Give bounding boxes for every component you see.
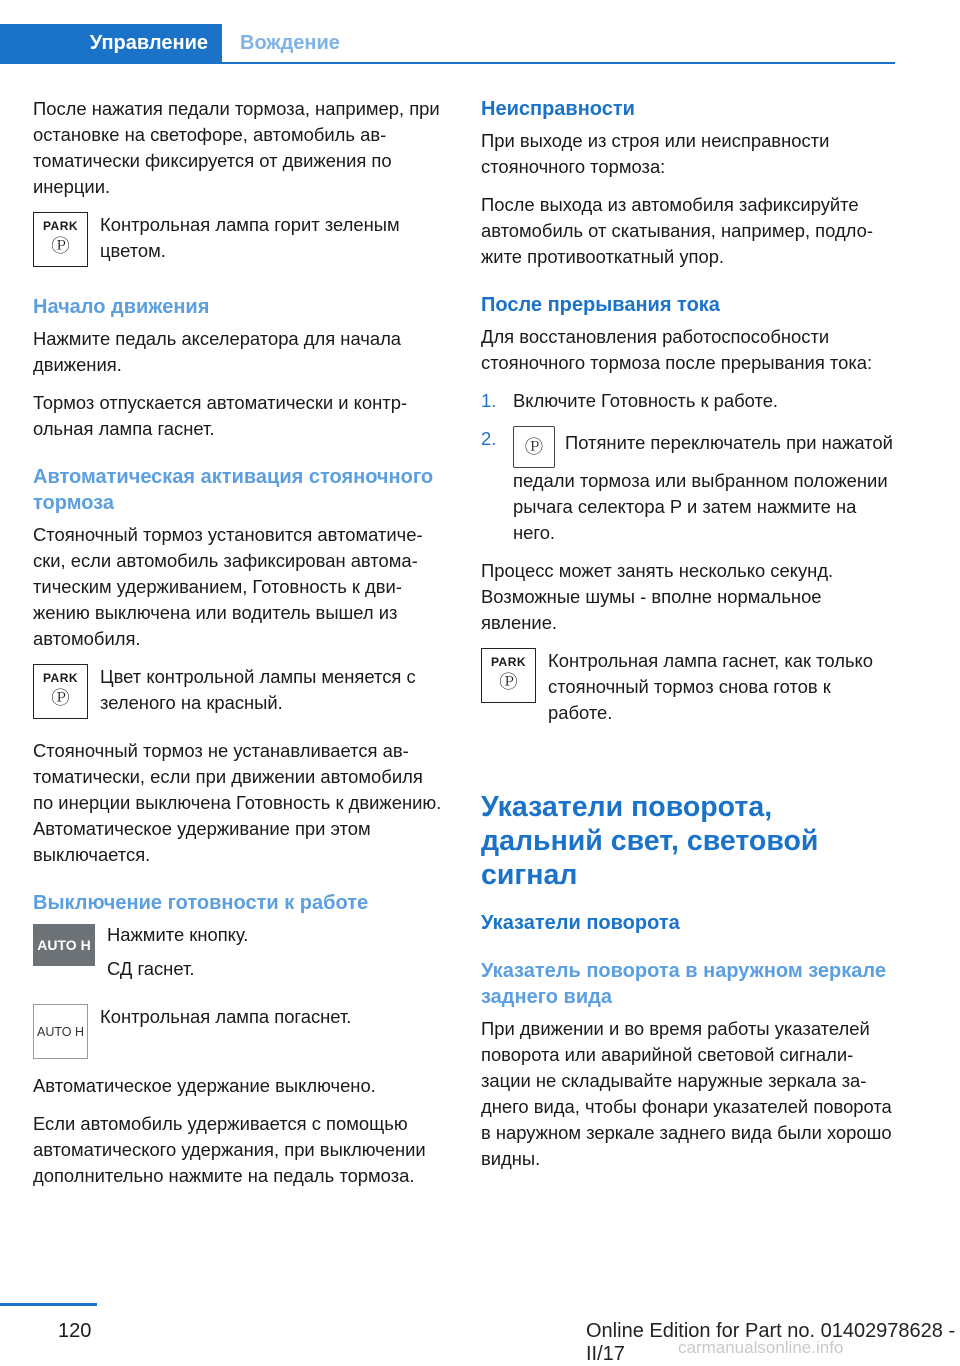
watermark: carmanualsonline.info: [678, 1338, 844, 1357]
indicator-text: Цвет контрольной лампы меняется с зеленого на красный.: [100, 666, 416, 713]
paragraph: Автоматическое удержание выключено.: [33, 1075, 376, 1096]
heading-auto-activation: Автоматическая активация стояночного тормоза: [33, 466, 434, 514]
indicator-text: Контрольная лампа погаснет.: [100, 1006, 352, 1027]
paragraph: Стояночный тормоз не устанавливается автоматически, если при движении автомобиля по инерции выключена Готовность к движению. Автоматическое удерживание при этом выключается.: [33, 740, 442, 865]
park-lamp-icon: PARK Ⓟ: [481, 648, 536, 703]
indicator-text: Контрольная лампа горит зеленым цветом.: [100, 214, 400, 261]
indicator-note: [33, 1004, 448, 1059]
indicator-text: Контрольная лампа гаснет, как только стояночный тормоз снова готов к работе.: [548, 650, 874, 723]
indicator-note: [33, 922, 448, 990]
paragraph: Стояночный тормоз установится автоматически, если автомобиль зафиксирован автоматическим удерживанием, Готовность к движению выключена или водитель вышел из автомобиля.: [33, 524, 423, 649]
step-text: СД гаснет.: [107, 958, 195, 979]
right-column: [481, 96, 896, 1184]
park-lamp-icon: PARK Ⓟ: [33, 664, 88, 719]
heading-mirror-signal: Указатель поворота в наружном зеркале заднего вида: [481, 960, 886, 1008]
paragraph: Если автомобиль удерживается с помощью автоматического удержания, при выключении дополнительно нажмите на педаль тормоза.: [33, 1113, 426, 1186]
indicator-note: [481, 648, 896, 734]
heading-turn-signals: Указатели поворота: [481, 912, 680, 934]
park-lamp-icon: PARK Ⓟ: [33, 212, 88, 267]
chapter-tabs: [0, 24, 895, 64]
step-text: Нажмите кнопку.: [107, 924, 249, 945]
heading-faults: Неисправности: [481, 98, 635, 120]
heading-power-interruption: После прерывания тока: [481, 294, 720, 316]
left-column: [33, 96, 448, 1201]
paragraph: При выходе из строя или неисправности стояночного тормоза:: [481, 130, 830, 177]
list-item: 1. Включите Готовность к работе.: [481, 390, 779, 411]
paragraph: Процесс может занять несколько секунд. Возможные шумы - вполне нормальное явление.: [481, 560, 834, 633]
tab-driving[interactable]: Вождение: [240, 32, 340, 54]
edition-note: Online Edition for Part no. 01402978628 - II/17: [586, 1320, 956, 1365]
paragraph: При движении и во время работы указателей поворота или аварийной световой сигнализации не складывайте наружные зеркала заднего вида, чтобы фонари указателей поворота в наружном зеркале заднего вида были хорошо видны.: [481, 1018, 892, 1169]
list-item: 2. Ⓟ Потяните переключатель при нажатой педали тормоза или выбранном положении рычага селектора P и затем нажмите на него.: [481, 428, 893, 543]
paragraph: После выхода из автомобиля зафиксируйте автомобиль от скатывания, например, подложите противооткатный упор.: [481, 194, 873, 267]
paragraph: Нажмите педаль акселератора для начала движения.: [33, 328, 402, 375]
paragraph: Тормоз отпускается автоматически и контрольная лампа гаснет.: [33, 392, 408, 439]
paragraph: Для восстановления работоспособности стояночного тормоза после прерывания тока:: [481, 326, 873, 373]
heading-ready-off: Выключение готовности к работе: [33, 892, 369, 914]
heading-start-driving: Начало движения: [33, 296, 210, 318]
page-number: 120: [58, 1320, 92, 1342]
parking-brake-switch-icon: Ⓟ: [513, 426, 555, 468]
indicator-note: [33, 664, 448, 724]
tab-controls[interactable]: Управление: [0, 24, 222, 62]
auto-hold-lamp-icon: AUTO H: [33, 1004, 88, 1059]
section-title: Указатели поворота, дальний свет, световой сигнал: [481, 791, 819, 891]
footer-rule: [0, 1303, 97, 1306]
auto-hold-button-icon: AUTO H: [33, 924, 95, 966]
paragraph: После нажатия педали тормоза, например, при остановке на светофоре, автомобиль автоматически фиксируется от движения по инерции.: [33, 98, 440, 197]
indicator-note: [33, 212, 448, 272]
steps-list: [481, 388, 896, 546]
